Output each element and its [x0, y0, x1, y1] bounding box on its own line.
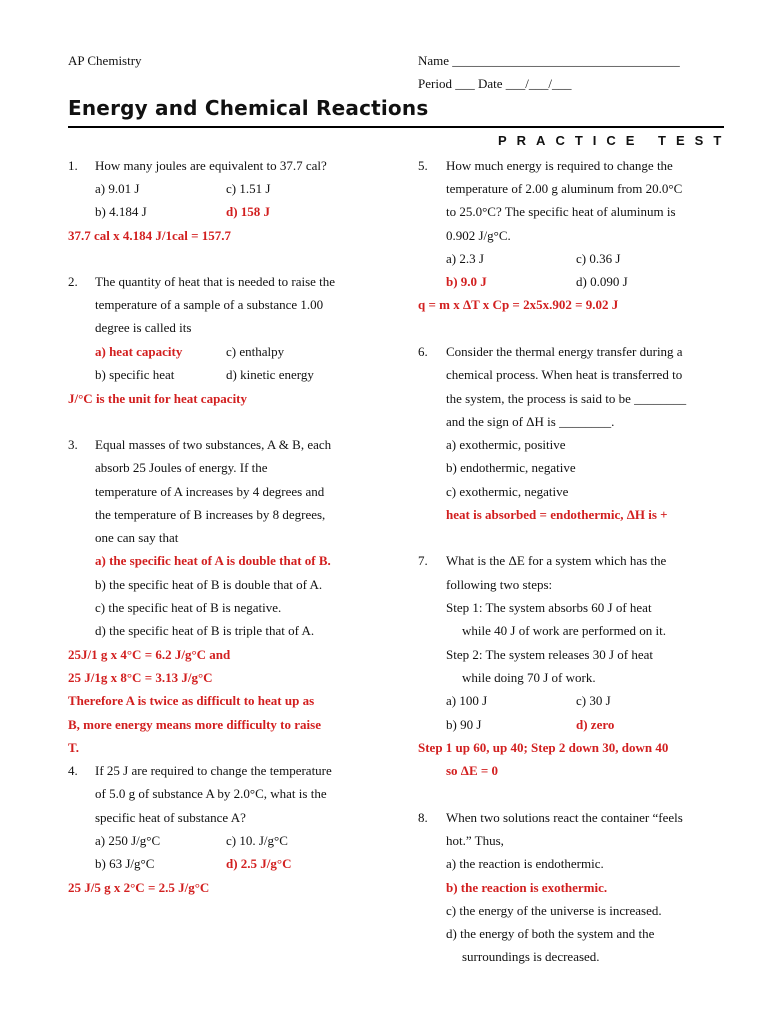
q1-option-d[interactable]: d) 158 J — [226, 204, 271, 219]
q4-option-a[interactable]: a) 250 J/g°C — [95, 833, 161, 848]
q8-option-b[interactable]: b) the reaction is exothermic. — [446, 880, 608, 895]
q4-answer: 25 J/5 g x 2°C = 2.5 J/g°C — [68, 880, 210, 895]
q6-line-1: Consider the thermal energy transfer during a — [446, 344, 683, 359]
q3-answer-5: T. — [68, 740, 79, 755]
q7-answer-2: so ΔE = 0 — [446, 763, 499, 778]
course-label: AP Chemistry — [68, 53, 142, 68]
q1-text: How many joules are equivalent to 37.7 cal? — [95, 158, 327, 173]
q3-option-d[interactable]: d) the specific heat of B is triple that of A. — [95, 623, 315, 638]
q2-number: 2. — [68, 274, 78, 289]
q5-number: 5. — [418, 158, 428, 173]
q6-line-4: and the sign of ΔH is ________. — [446, 414, 615, 429]
q2-option-c[interactable]: c) enthalpy — [226, 344, 285, 359]
q3-line-1: Equal masses of two substances, A & B, each — [95, 437, 332, 452]
q3-answer-1: 25J/1 g x 4°C = 6.2 J/g°C and — [68, 647, 231, 662]
q7-option-d[interactable]: d) zero — [576, 717, 615, 732]
q3-line-3: temperature of A increases by 4 degrees and — [95, 484, 325, 499]
practice-test-label: PRACTICE TEST — [498, 133, 732, 148]
q4-option-c[interactable]: c) 10. J/g°C — [226, 833, 288, 848]
q6-option-a[interactable]: a) exothermic, positive — [446, 437, 566, 452]
q7-option-a[interactable]: a) 100 J — [446, 693, 488, 708]
q7-step-1-cont: while 40 J of work are performed on it. — [462, 623, 666, 638]
q8-line-1: When two solutions react the container “feels — [446, 810, 683, 825]
q7-option-c[interactable]: c) 30 J — [576, 693, 611, 708]
q6-number: 6. — [418, 344, 428, 359]
q5-line-3: to 25.0°C? The specific heat of aluminum is — [446, 204, 676, 219]
q5-line-1: How much energy is required to change the — [446, 158, 673, 173]
q6-option-c[interactable]: c) exothermic, negative — [446, 484, 569, 499]
q4-option-b[interactable]: b) 63 J/g°C — [95, 856, 155, 871]
q7-answer-1: Step 1 up 60, up 40; Step 2 down 30, down 40 — [418, 740, 669, 755]
q1-answer: 37.7 cal x 4.184 J/1cal = 157.7 — [68, 228, 232, 243]
period-date-field[interactable]: Period ___ Date ___/___/___ — [418, 76, 572, 91]
q3-answer-3: Therefore A is twice as difficult to heat up as — [68, 693, 315, 708]
q8-option-d-cont: surroundings is decreased. — [462, 949, 600, 964]
q6-line-3: the system, the process is said to be ________ — [446, 391, 687, 406]
q3-answer-2: 25 J/1g x 8°C = 3.13 J/g°C — [68, 670, 213, 685]
q2-answer: J/°C is the unit for heat capacity — [68, 391, 248, 406]
q2-line-1: The quantity of heat that is needed to raise the — [95, 274, 336, 289]
q7-option-b[interactable]: b) 90 J — [446, 717, 482, 732]
q5-line-2: temperature of 2.00 g aluminum from 20.0°C — [446, 181, 683, 196]
q4-option-d[interactable]: d) 2.5 J/g°C — [226, 856, 292, 871]
q3-line-5: one can say that — [95, 530, 179, 545]
q8-number: 8. — [418, 810, 428, 825]
q5-line-4: 0.902 J/g°C. — [446, 228, 511, 243]
q3-line-4: the temperature of B increases by 8 degrees, — [95, 507, 326, 522]
q5-option-c[interactable]: c) 0.36 J — [576, 251, 621, 266]
q8-line-2: hot.” Thus, — [446, 833, 504, 848]
q6-answer: heat is absorbed = endothermic, ΔH is + — [446, 507, 668, 522]
q3-option-b[interactable]: b) the specific heat of B is double that of A. — [95, 577, 323, 592]
q1-option-c[interactable]: c) 1.51 J — [226, 181, 271, 196]
q8-option-c[interactable]: c) the energy of the universe is increased. — [446, 903, 662, 918]
q7-number: 7. — [418, 553, 428, 568]
title-rule — [68, 126, 724, 128]
q7-step-2-cont: while doing 70 J of work. — [462, 670, 596, 685]
q5-answer: q = m x ΔT x Cp = 2x5x.902 = 9.02 J — [418, 297, 619, 312]
q7-step-2: Step 2: The system releases 30 J of heat — [446, 647, 653, 662]
q5-option-b[interactable]: b) 9.0 J — [446, 274, 487, 289]
name-field[interactable]: Name ___________________________________ — [418, 53, 680, 68]
q5-option-d[interactable]: d) 0.090 J — [576, 274, 628, 289]
q1-option-b[interactable]: b) 4.184 J — [95, 204, 147, 219]
q4-line-3: specific heat of substance A? — [95, 810, 246, 825]
q1-number: 1. — [68, 158, 78, 173]
q6-option-b[interactable]: b) endothermic, negative — [446, 460, 576, 475]
q7-line-1: What is the ΔE for a system which has the — [446, 553, 667, 568]
q6-line-2: chemical process. When heat is transferred to — [446, 367, 683, 382]
q2-option-a[interactable]: a) heat capacity — [95, 344, 183, 359]
q2-line-3: degree is called its — [95, 320, 192, 335]
q3-answer-4: B, more energy means more difficulty to raise — [68, 717, 321, 732]
q2-option-b[interactable]: b) specific heat — [95, 367, 175, 382]
q4-line-2: of 5.0 g of substance A by 2.0°C, what is the — [95, 786, 327, 801]
q4-number: 4. — [68, 763, 78, 778]
q3-option-c[interactable]: c) the specific heat of B is negative. — [95, 600, 282, 615]
q8-option-a[interactable]: a) the reaction is endothermic. — [446, 856, 604, 871]
q2-option-d[interactable]: d) kinetic energy — [226, 367, 314, 382]
page-title: Energy and Chemical Reactions — [68, 96, 429, 120]
q3-number: 3. — [68, 437, 78, 452]
q3-line-2: absorb 25 Joules of energy. If the — [95, 460, 268, 475]
q8-option-d[interactable]: d) the energy of both the system and the — [446, 926, 655, 941]
q5-option-a[interactable]: a) 2.3 J — [446, 251, 484, 266]
q2-line-2: temperature of a sample of a substance 1.00 — [95, 297, 324, 312]
q4-line-1: If 25 J are required to change the temperature — [95, 763, 332, 778]
q3-option-a[interactable]: a) the specific heat of A is double that of B. — [95, 553, 331, 568]
q7-line-2: following two steps: — [446, 577, 553, 592]
q7-step-1: Step 1: The system absorbs 60 J of heat — [446, 600, 652, 615]
q1-option-a[interactable]: a) 9.01 J — [95, 181, 140, 196]
